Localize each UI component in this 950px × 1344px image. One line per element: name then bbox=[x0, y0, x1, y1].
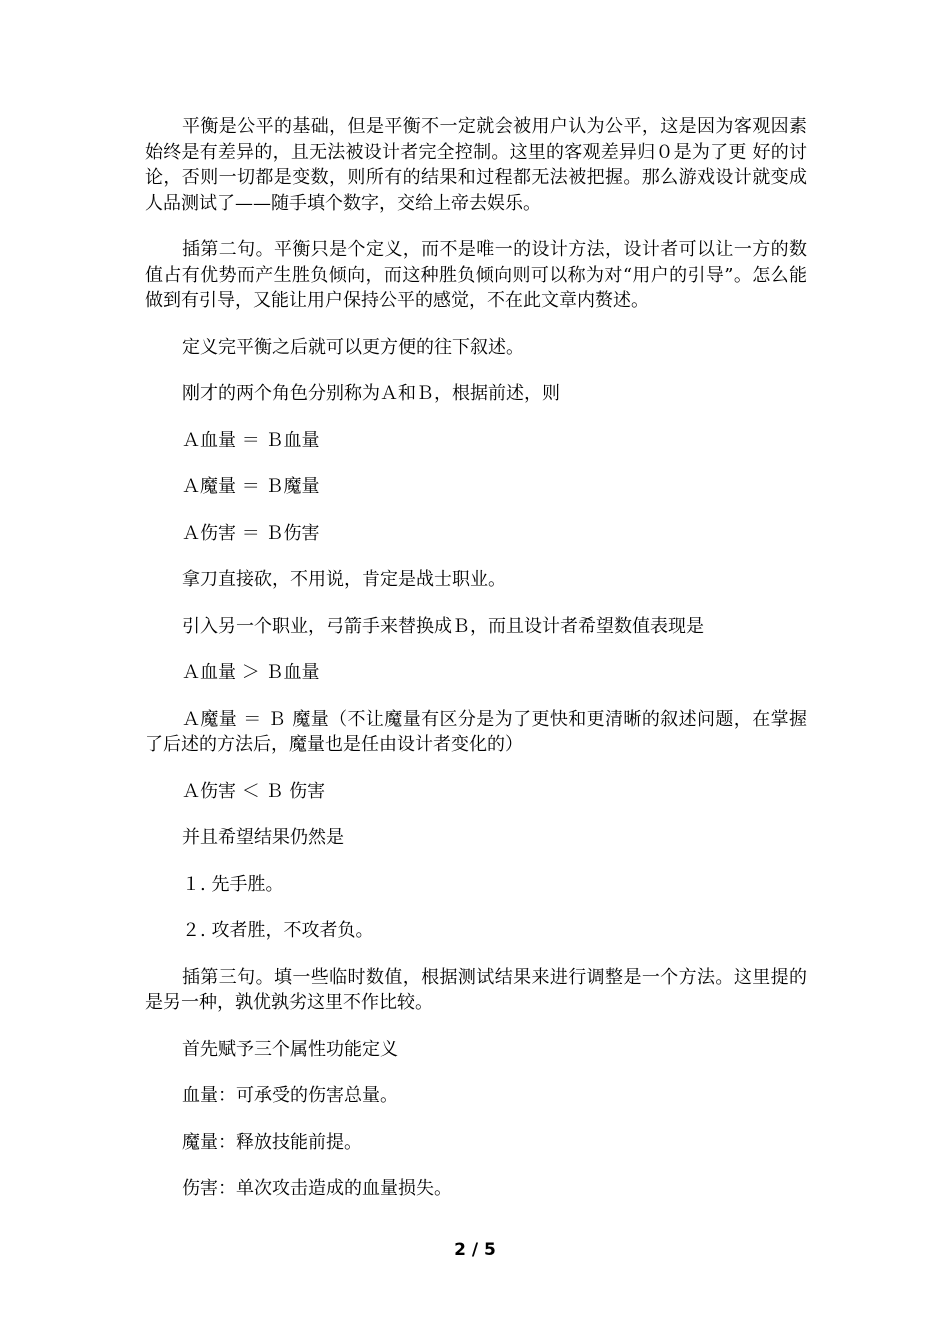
paragraph: 刚才的两个角色分别称为Ａ和Ｂ，根据前述，则 bbox=[182, 383, 560, 404]
paragraph: 引入另一个职业，弓箭手来替换成Ｂ，而且设计者希望数值表现是 bbox=[182, 615, 704, 637]
paragraph: 并且希望结果仍然是 bbox=[182, 827, 344, 848]
paragraph: Ａ血量 ＝ Ｂ血量 bbox=[182, 429, 320, 451]
paragraph: Ａ魔量 ＝ Ｂ魔量 bbox=[182, 476, 320, 497]
paragraph: 平衡是公平的基础，但是平衡不一定就会被用户认为公平，这是因为客观因素始终是有差异的，且无法被设计者完全控制。这里的客观差异归０是为了更 好的讨论，否则一切都是变数，则所有的结果和过程都无法被把握。那么游戏设计就变成人品测试了——随手填个数字，交给上帝去娱乐。 bbox=[145, 116, 807, 214]
paragraph: 伤害：单次攻击造成的血量损失。 bbox=[182, 1178, 452, 1199]
paragraph: 插第三句。填一些临时数值，根据测试结果来进行调整是一个方法。这里提的是另一种，孰优孰劣这里不作比较。 bbox=[145, 966, 807, 1013]
paragraph: 魔量：释放技能前提。 bbox=[182, 1131, 362, 1153]
paragraph: 定义完平衡之后就可以更方便的往下叙述。 bbox=[182, 336, 524, 358]
document-body bbox=[145, 114, 807, 1202]
paragraph: Ａ血量 ＞ Ｂ血量 bbox=[182, 662, 320, 683]
paragraph: 拿刀直接砍，不用说，肯定是战士职业。 bbox=[182, 569, 506, 590]
page-number: 2 / 5 bbox=[454, 1240, 496, 1260]
paragraph: 血量：可承受的伤害总量。 bbox=[182, 1085, 398, 1106]
paragraph: Ａ伤害 ＜ Ｂ 伤害 bbox=[182, 780, 326, 802]
paragraph: Ａ伤害 ＝ Ｂ伤害 bbox=[182, 522, 320, 544]
paragraph: Ａ魔量 ＝ Ｂ 魔量（不让魔量有区分是为了更快和更清晰的叙述问题，在掌握了后述的方法后，魔量也是任由设计者变化的） bbox=[145, 708, 807, 755]
list-item: ２. 攻者胜，不攻者负。 bbox=[182, 920, 374, 941]
paragraph: 插第二句。平衡只是个定义，而不是唯一的设计方法，设计者可以让一方的数值占有优势而产生胜负倾向，而这种胜负倾向则可以称为对“用户的引导”。怎么能做到有引导，又能让用户保持公平的感觉，不在此文章内赘述。 bbox=[145, 239, 807, 311]
paragraph: 首先赋予三个属性功能定义 bbox=[182, 1038, 398, 1060]
list-item: １. 先手胜。 bbox=[182, 873, 284, 895]
